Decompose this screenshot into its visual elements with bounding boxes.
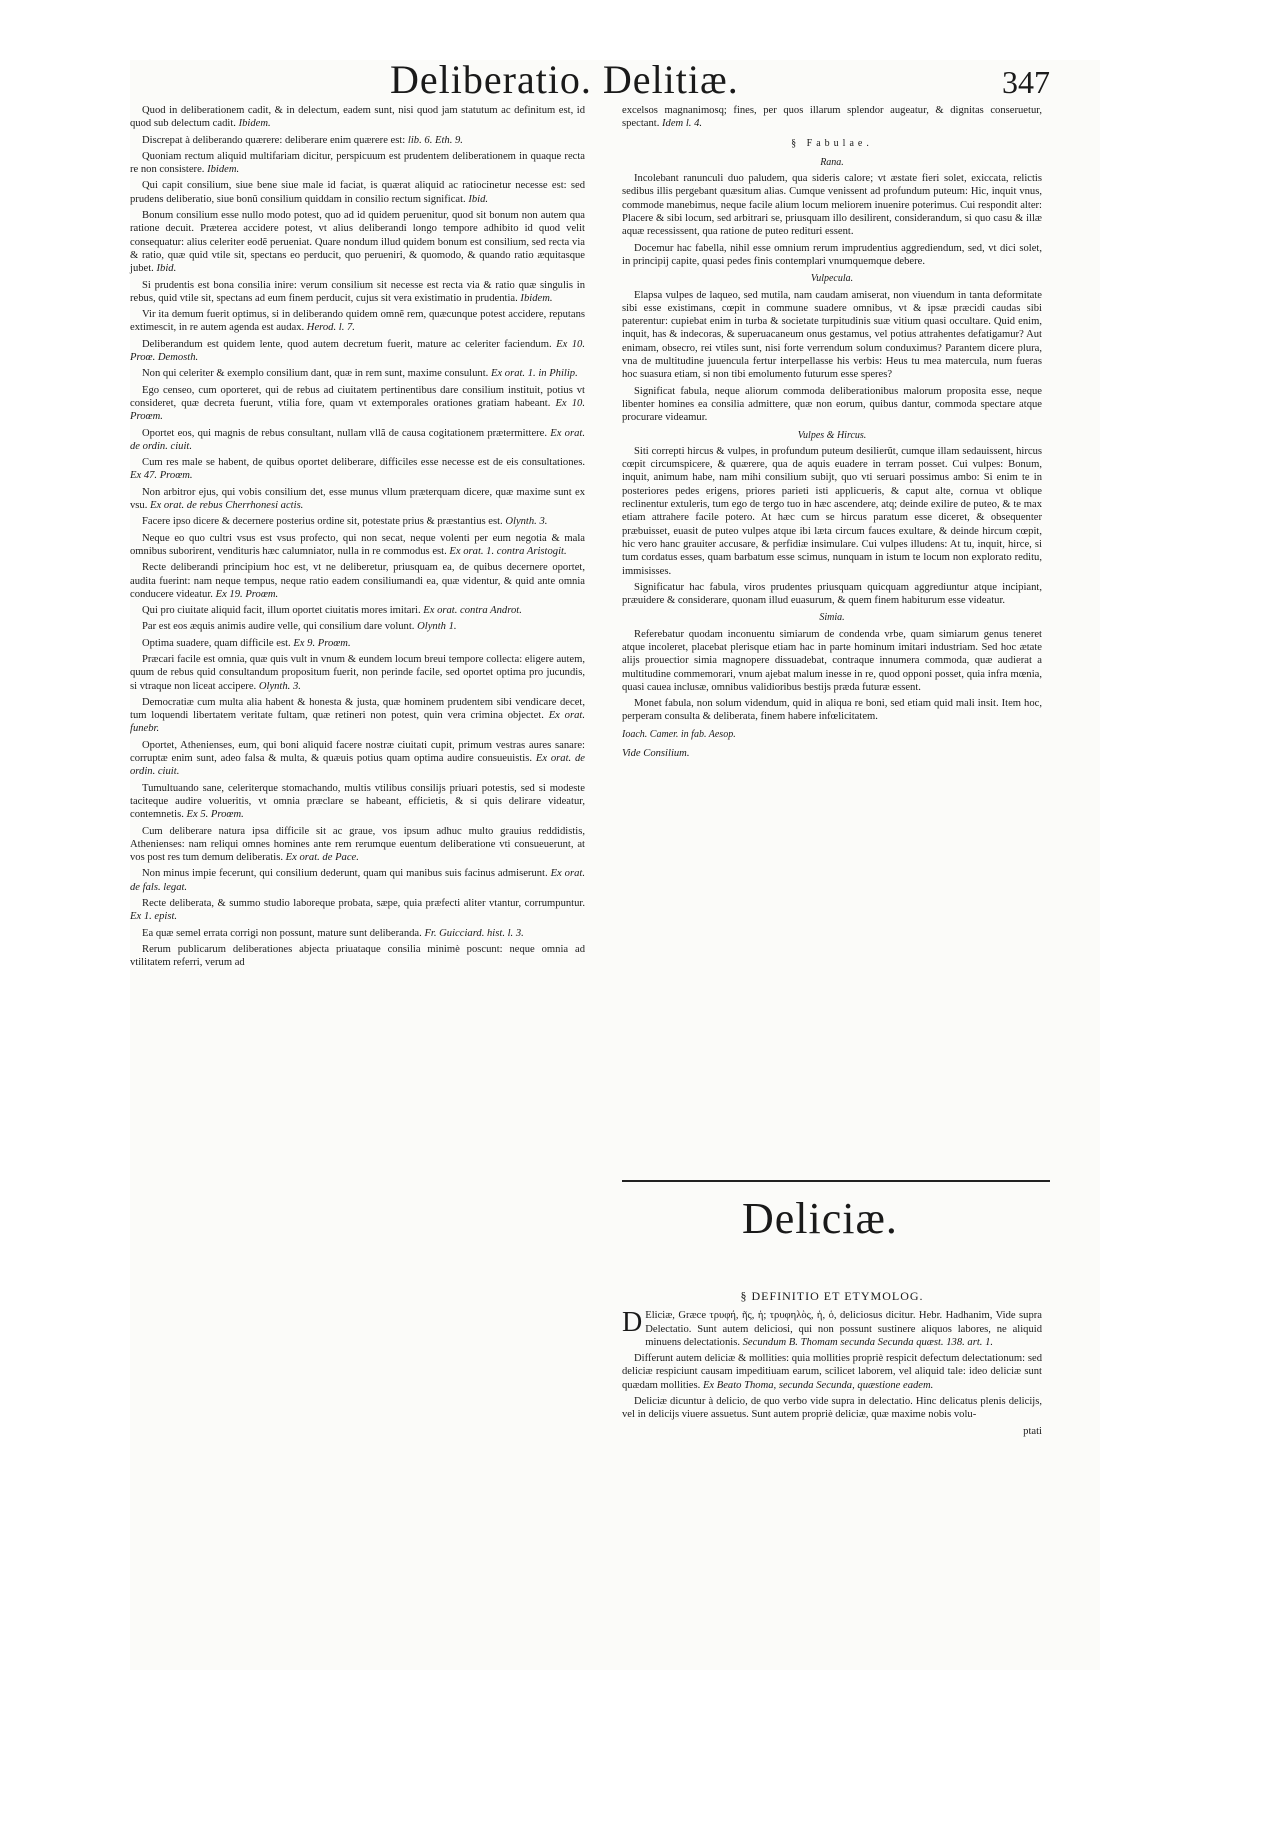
paragraph xyxy=(130,897,585,924)
paragraph-source: Ex 5. Proœm. xyxy=(186,809,244,821)
paragraph-text: Discrepat à deliberando quærere: deliberare enim quærere est: xyxy=(142,134,406,146)
closing-source: Ioach. Camer. in fab. Aesop. xyxy=(622,728,736,740)
paragraph-source: Ibidem. xyxy=(207,164,240,176)
paragraph-source: Ex orat. 1. in Philip. xyxy=(490,368,578,380)
paragraph-source: Ex orat. de rebus Cherrhonesi actis. xyxy=(150,500,304,512)
section-divider xyxy=(622,1180,1050,1182)
paragraph-text: Qui capit consilium, siue bene siue male id faciat, is quærat aliquid ac ratiocinetur necesse est: sed prudens deliberatio, siue bonũ consilium quiddam in consilio rectum significat. xyxy=(130,180,585,205)
paragraph xyxy=(130,561,585,601)
paragraph xyxy=(130,515,585,528)
fable-paragraph: Elapsa vulpes de laqueo, sed mutila, nam caudam amiserat, non viuendum in tanta deformitate sibi esse existimans, cœpit in commune suadere omnibus, vt & ipsæ præcidi caudas sibi paterentur: cupiebat enim in turba & societate turpitudinis suæ vitium quasi occultare. Quid enim, inquit, has & indecoras, & superuacaneum onus gestamus, vel potius attrahentes defatigamur? Aut enimam, obsecro, rei vtiles sunt, nisi forte verrendum solum conduximus? Parantem dicere plura, vna de multitudine juuencula fertur interpellasse his verbis: Heus tu mea matercula, num fueras hoc suasura etiam, si non tibi emolumento futurum esse speres? xyxy=(622,289,1042,381)
paragraph xyxy=(130,338,585,365)
fable-paragraph: Siti correpti hircus & vulpes, in profundum puteum desilierũt, cumque illam sedauissent, hircus cœpit circumspicere, & quærere, qua de aquis euadere in terram posset. Cui vulpes: Bonum, inquit, animum habe, nam mihi consilium subijt, quo vti seruari possimus ambo: Si enim te in posteriores pedes erigens, priores parieti isti applicueris, & caput alte, cornua vt oblique reclinentur extuleris, tum ego de tergo tuo in hæc ascendere, atq; deinde exilire de puteo, & te max etiam attrahere facile potero. At hæc cum se hircus paratum esse diceret, & obsequenter præbuisset, euasit de puteo vulpes atque ibi læta circum fauces exultare, & deinde hircum cœpit, hic vero hanc grauiter accusare, & perfidiæ insimulare. Cui vulpes illudens: At tu, inquit, hirce, si tum cordatus esses, quam barbatum esse scimus, nunquam in istum te locum non explorato reditu, immisisses. xyxy=(622,445,1042,577)
paragraph-source: Ex 1. epist. xyxy=(130,911,178,923)
paragraph xyxy=(130,739,585,779)
paragraph xyxy=(130,696,585,736)
paragraph-source: Ex orat. de fals. legat. xyxy=(130,868,585,893)
paragraph-source: Olynth 1. xyxy=(417,621,457,633)
paragraph-text: Non qui celeriter & exemplo consilium dant, quæ in rem sunt, maxime consulunt. xyxy=(142,368,489,380)
fable-paragraph: Docemur hac fabella, nihil esse omnium rerum imprudentius aggrediendum, sed, vt dici solet, in principij capite, quasi pedes finis contemplari vnumquemque debere. xyxy=(622,242,1042,267)
paragraph xyxy=(130,179,585,206)
paragraph xyxy=(130,867,585,894)
paragraph-source: Secundum B. Thomam secunda Secunda quæst. 138. art. 1. xyxy=(742,1336,994,1348)
paragraph xyxy=(130,653,585,693)
paragraph-source: Ex 9. Proœm. xyxy=(293,637,351,649)
dropcap-letter: D xyxy=(622,1307,643,1339)
paragraph-text: Cum res male se habent, de quibus oportet deliberare, difficiles esse necesse est de eis consultationes. xyxy=(142,457,585,469)
paragraph xyxy=(130,134,585,147)
paragraph-text: Ea quæ semel errata corrigi non possunt, mature sunt deliberanda. xyxy=(142,927,422,939)
paragraph xyxy=(130,637,585,650)
paragraph xyxy=(130,308,585,335)
paragraph xyxy=(130,104,585,131)
deliciae-title: Deliciæ. xyxy=(742,1194,898,1243)
paragraph-source: Fr. Guicciard. hist. l. 3. xyxy=(424,927,524,939)
paragraph-text: Præcari facile est omnia, quæ quis vult in vnum & eundem locum breui tempore collecta: eligere autem, quum de rebus quid consultandum propositum fuerit, non perinde facile, sed oportet optima pro jucundis, si vtraque non liceat accipere. xyxy=(130,653,585,692)
paragraph-source: Ex orat. de ordin. ciuit. xyxy=(130,753,586,778)
paragraph xyxy=(130,486,585,513)
paragraph-source: Olynth. 3. xyxy=(505,516,548,528)
paragraph-text: Democratiæ cum multa alia habent & honesta & justa, quæ hominem prudentem sibi vendicare decet, tum loquendi libertatem veritate fultam, quæ retineri non potest, quin vera crimina objectet. xyxy=(130,696,585,722)
vide-reference: Vide Consilium. xyxy=(622,748,690,760)
deliciae-paragraph xyxy=(622,1309,1042,1349)
fables-list xyxy=(622,156,1042,724)
paragraph xyxy=(130,456,585,483)
paragraph xyxy=(130,384,585,424)
paragraph-source: Ibid. xyxy=(468,193,489,205)
paragraph-text: Recte deliberata, & summo studio laboreque probata, sæpe, quia præfecti aliter vtantur, corrumpuntur. xyxy=(142,898,585,910)
fabulae-heading: § Fabulae. xyxy=(791,137,873,149)
paragraph-source: Ex orat. contra Androt. xyxy=(423,605,522,617)
paragraph-text: Bonum consilium esse nullo modo potest, quo ad id quidem peruenitur, quod sit bonum non autem qua ratione decuit. Præterea accidere potest, vt alius deliberandi longo tempore adhibito id quod velit consequatur: alius celeriter eodẽ perueniat. Quare nondum illud quidem bonum est consilium, sed recta via & ratio, quæ quid vtile sit, spectans eo perducit, quo perueniri, & quomodo, & quando ratio æquitasque jubet. xyxy=(130,210,585,275)
paragraph-text: Si prudentis est bona consilia inire: verum consilium sit necesse est recta via & ratio quæ singulis in rebus, quid vtile sit, spectans ad eum finem perducit, cujus sit vera existimatio in prudentia. xyxy=(130,279,585,304)
deliciae-column xyxy=(622,1290,1042,1438)
fable-paragraph: Monet fabula, non solum videndum, quid in aliqua re boni, sed etiam quid mali insit. Item hoc, perperam consulta & deliberata, finem habere infœlicitatem. xyxy=(622,698,1042,723)
paragraph-text: Tumultuando sane, celeriterque stomachando, multis vtilibus consilijs priuari potestis, sed si modeste taciteque audire volueritis, vt omnia præclare se habeant, efficietis, & si quis delirare videatur, contemnetis. xyxy=(130,782,585,821)
paragraph xyxy=(130,150,585,177)
paragraph xyxy=(130,825,585,865)
intro-paragraph xyxy=(622,104,1042,131)
paragraph-source: Ex 10. Proœm. xyxy=(130,397,585,423)
deliciae-paragraphs xyxy=(622,1309,1042,1421)
paragraph-text: Eliciæ, Græce τρυφή, ῆς, ἡ; τρυφηλὸς, ἡ, ὁ, deliciosus dicitur. Hebr. Hadhanim, Vide supra Delectatio. Sunt autem deliciosi, qui non possunt sustinere aliquos labores, ne aliquid minuens delectationis. xyxy=(645,1310,1042,1348)
fable-paragraph: Significatur hac fabula, viros prudentes priusquam quicquam aggrediuntur atque incipiant, præuidere & considerare, quonam illud euasurum, & quem finem habiturum esse videatur. xyxy=(622,581,1042,607)
paragraph-text: Qui pro ciuitate aliquid facit, illum oportet ciuitatis mores imitari. xyxy=(142,605,421,617)
paragraph-source: Ex orat. de ordin. ciuit. xyxy=(130,427,585,452)
paragraph-text: Facere ipso dicere & decernere posterius ordine sit, potestate prius & præstantius est. xyxy=(142,516,503,528)
paragraph-text: Neque eo quo cultri vsus est vsus profecto, qui non secat, neque volenti per eum negotia & mala omnibus suborirent, vendituris hæc calumniator, nulla in re commodus est. xyxy=(130,532,585,557)
paragraph-text: Quod in deliberationem cadit, & in delectum, eadem sunt, nisi quod jam statutum ac definitum est, id quod sub delectum cadit. xyxy=(130,105,585,130)
paragraph-text: Oportet, Athenienses, eum, qui boni aliquid facere nostræ ciuitati cupit, primum vestras aures sanare: corruptæ enim sunt, adeo falsa & multa, & quæuis potius quam optima audire consueuistis. xyxy=(130,739,585,765)
paragraph-text: Vir ita demum fuerit optimus, si in deliberando quidem omnẽ rem, quæcunque potest accidere, reputans extimescit, in re autem agenda est audax. xyxy=(130,309,585,334)
page-header xyxy=(130,57,1100,102)
paragraph-source: Ex orat. 1. contra Aristogit. xyxy=(449,545,567,557)
right-column xyxy=(622,104,1042,760)
intro-source: Idem l. 4. xyxy=(662,118,703,130)
paragraph xyxy=(130,367,585,380)
paragraph-text: Non arbitror ejus, qui vobis consilium det, esse munus vllum præterquam dicere, quæ maxime sunt ex vsu. xyxy=(130,486,585,512)
paragraph-text: Quoniam rectum aliquid multifariam dicitur, perspicuum est prudentem deliberationem in quaque recta re non consistere. xyxy=(130,150,585,176)
definitio-heading: § DEFINITIO ET ETYMOLOG. xyxy=(740,1289,924,1303)
paragraph-source: Herod. l. 7. xyxy=(306,322,355,334)
paragraph-text: Cum deliberare natura ipsa difficile sit ac graue, vos ipsum adhuc multo grauius reddidistis, Athenienses: nam reliqui omnes homines ante rem rerumque euentum deliberatione vti consueuerunt, at vos post res tum demum deliberatis. xyxy=(130,825,585,864)
deliciae-paragraph xyxy=(622,1352,1042,1392)
paragraph xyxy=(130,279,585,306)
deliciae-paragraph xyxy=(622,1395,1042,1422)
book-page xyxy=(130,57,1100,1670)
fable-title: Simia. xyxy=(819,612,845,624)
paragraph xyxy=(130,427,585,454)
paragraph-text: Oportet eos, qui magnis de rebus consultant, nullam vllã de causa cogitationem prætermittere. xyxy=(142,427,548,439)
paragraph-source: Ibidem. xyxy=(238,118,271,130)
paragraph-source: Ex 19. Proœm. xyxy=(215,588,279,600)
running-title: Deliberatio. Delitiæ. xyxy=(390,57,739,102)
paragraph-source: Ex Beato Thoma, secunda Secunda, quæstione eadem. xyxy=(702,1379,934,1391)
paragraph xyxy=(130,620,585,633)
page-number: 347 xyxy=(1002,64,1050,100)
left-column xyxy=(130,104,585,973)
intro-text: excelsos magnanimosq; fines, per quos illarum splendor augeatur, & dignitas conseruetur, spectant. xyxy=(622,105,1042,130)
fable-title: Rana. xyxy=(820,156,844,168)
fable-paragraph: Referebatur quodam inconuentu simiarum de condenda vrbe, quam simiarum genus teneret atque incoleret, placebat plerisque etiam hac in parte hominum imitari industriam. Sed hoc ætate alijs prouectior simia magnopere dissuadebat, contraque innumera commoda, quæ audierat a multitudine commemorari, vnum ajebat malum inesse in re, quod opponi posset, quia infra mœnia, quasi cauea inclusæ, omnibus validioribus bestijs præda futuræ essent. xyxy=(622,628,1042,693)
paragraph-source: Ex orat. de Pace. xyxy=(285,852,359,864)
paragraph-source: lib. 6. Eth. 9. xyxy=(407,134,463,146)
fable-title: Vulpes & Hircus. xyxy=(797,429,867,441)
paragraph-text: Deliciæ dicuntur à delicio, de quo verbo vide supra in delectatio. Hinc delicatus plenis delicijs, vel in delicijs viuere assuetus. Sunt autem propriè deliciæ, quæ maxime nobis volu- xyxy=(622,1396,1042,1421)
paragraph-source: Olynth. 3. xyxy=(258,680,301,692)
paragraph-text: Rerum publicarum deliberationes abjecta priuataque consilia minimè poscunt: neque omnia ad vtilitatem referri, verum ad xyxy=(130,943,585,969)
paragraph-text: Differunt autem deliciæ & mollities: quia mollities propriè respicit defectum delectationum: sed deliciæ respiciunt causam impeditiuam earum, scilicet laborem, vel aliquid tale: ideo deliciæ sunt quædam mollities. xyxy=(622,1353,1042,1391)
paragraph xyxy=(130,532,585,559)
catchword: ptati xyxy=(1023,1425,1042,1437)
fable-paragraph: Incolebant ranunculi duo paludem, qua sideris calore; vt æstate fieri solet, exiccata, relictis sedibus illis pergebant quæsitum alias. Cumque venissent ad profundum puteum: Hic, inquit vnus, commode manebimus, neque facile alium locum meliorem inuenire poterimus. Cui respondit alter: Placere & sibi locum, sed arbitrari se, priusquam illo desilirent, considerandum, si quo casu & illæ aquæ recessissent, qua ratione de puteo redituri essent. xyxy=(622,173,1042,238)
paragraph-source: Ibidem. xyxy=(520,292,553,304)
paragraph-text: Recte deliberandi principium hoc est, vt ne deliberetur, priusquam ea, de quibus decernere oportet, audita fuerint: nam neque tempus, neque ratio eadem consiliumandi ea, quæ videntur, & quid ante omnia conducere videatur. xyxy=(130,562,585,600)
paragraph-source: Ex 10. Proœ. Demosth. xyxy=(130,338,585,364)
paragraph xyxy=(130,604,585,617)
paragraph-text: Par est eos æquis animis audire velle, qui consilium dare volunt. xyxy=(142,621,415,633)
paragraph xyxy=(130,209,585,275)
paragraph-text: Deliberandum est quidem lente, quod autem decretum fuerit, mature ac celeriter faciendum. xyxy=(142,338,552,350)
paragraph-source: Ibid. xyxy=(156,263,177,275)
fable-paragraph: Significat fabula, neque aliorum commoda deliberationibus malorum proposita esse, neque libenter homines ea consilia admittere, quæ non eorum, quibus dantur, commoda spectare atque procurare videamur. xyxy=(622,385,1042,424)
paragraph xyxy=(130,782,585,822)
paragraph-source: Ex orat. funebr. xyxy=(130,710,585,735)
paragraph xyxy=(130,927,585,940)
paragraph-text: Non minus impie fecerunt, qui consilium dederunt, quam qui manibus suis facinus admiserunt. xyxy=(142,868,548,880)
paragraph-text: Ego censeo, cum oporteret, qui de rebus ad ciuitatem pertinentibus dare consilium instituit, potius vt consideret, quæ decreta fuerunt, vtilia fore, quam vt extemporales orationes gratiam habeant. xyxy=(130,384,585,409)
paragraph-source: Ex 47. Proœm. xyxy=(130,470,193,482)
fable-title: Vulpecula. xyxy=(810,273,854,285)
paragraph xyxy=(130,943,585,970)
paragraph-text: Optima suadere, quam difficile est. xyxy=(142,637,291,649)
